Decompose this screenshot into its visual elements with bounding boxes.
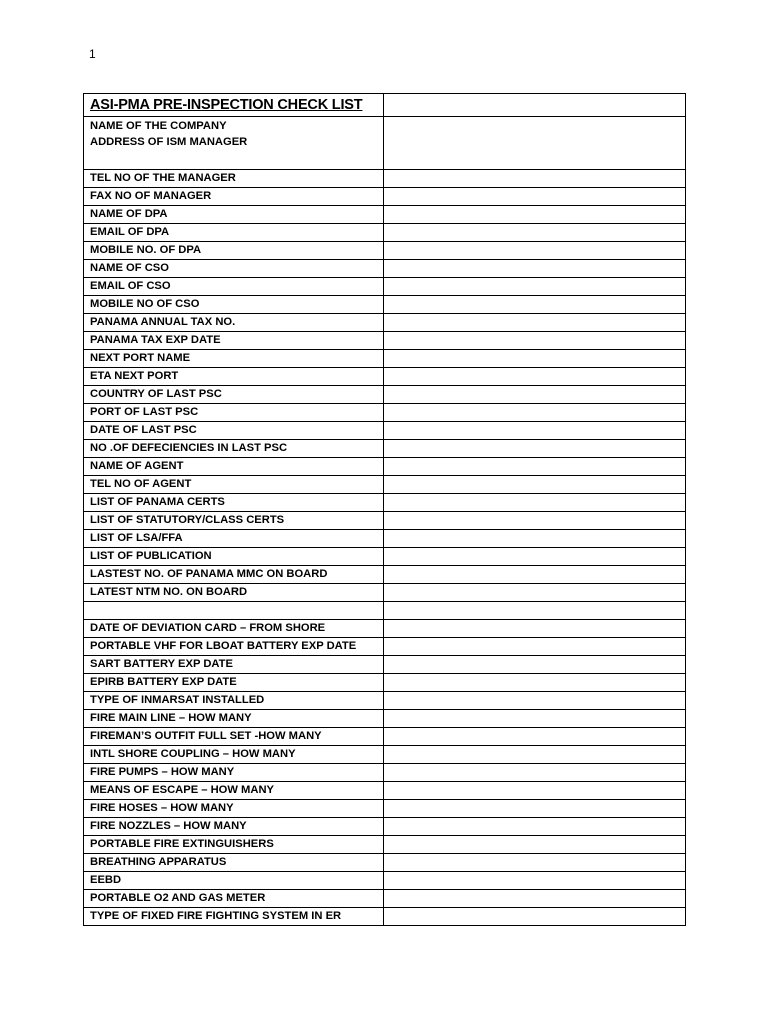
checklist-row [84, 170, 686, 188]
checklist-row [84, 674, 686, 692]
checklist-item-value-cell[interactable] [384, 530, 686, 548]
checklist-row [84, 242, 686, 260]
checklist-header-label-cell [84, 117, 384, 170]
checklist-item-value-cell[interactable] [384, 692, 686, 710]
checklist-item-label: FIRE HOSES – HOW MANY [84, 800, 384, 818]
checklist-row [84, 872, 686, 890]
checklist-item-value-cell[interactable] [384, 566, 686, 584]
checklist-item-value-cell[interactable] [384, 584, 686, 602]
checklist-title-row [84, 94, 686, 117]
checklist-item-value-cell[interactable] [384, 746, 686, 764]
checklist-item-value-cell[interactable] [384, 602, 686, 620]
checklist-title: ASI-PMA PRE-INSPECTION CHECK LIST [84, 94, 384, 117]
checklist-item-label: LASTEST NO. OF PANAMA MMC ON BOARD [84, 566, 384, 584]
checklist-item-label: FAX NO OF MANAGER [84, 188, 384, 206]
checklist-item-label: FIRE PUMPS – HOW MANY [84, 764, 384, 782]
checklist-item-value-cell[interactable] [384, 908, 686, 926]
checklist-item-value-cell[interactable] [384, 512, 686, 530]
checklist-table [83, 93, 686, 926]
checklist-item-value-cell[interactable] [384, 224, 686, 242]
checklist-row [84, 332, 686, 350]
checklist-row [84, 548, 686, 566]
checklist-item-value-cell[interactable] [384, 296, 686, 314]
checklist-row [84, 782, 686, 800]
checklist-item-label: PORT OF LAST PSC [84, 404, 384, 422]
checklist-item-value-cell[interactable] [384, 620, 686, 638]
checklist-item-label: FIREMAN’S OUTFIT FULL SET -HOW MANY [84, 728, 384, 746]
checklist-item-label: LATEST NTM NO. ON BOARD [84, 584, 384, 602]
checklist-row [84, 512, 686, 530]
checklist-item-value-cell[interactable] [384, 278, 686, 296]
checklist-item-label: ETA NEXT PORT [84, 368, 384, 386]
checklist-item-value-cell[interactable] [384, 872, 686, 890]
checklist-item-label: LIST OF PUBLICATION [84, 548, 384, 566]
checklist-row [84, 404, 686, 422]
checklist-item-value-cell[interactable] [384, 836, 686, 854]
checklist-item-label: LIST OF STATUTORY/CLASS CERTS [84, 512, 384, 530]
checklist-item-label: TEL NO OF THE MANAGER [84, 170, 384, 188]
checklist-row [84, 224, 686, 242]
checklist-item-label: FIRE MAIN LINE – HOW MANY [84, 710, 384, 728]
checklist-row [84, 728, 686, 746]
checklist-item-label: LIST OF LSA/FFA [84, 530, 384, 548]
checklist-row [84, 800, 686, 818]
checklist-row [84, 476, 686, 494]
checklist-item-label: DATE OF DEVIATION CARD – FROM SHORE [84, 620, 384, 638]
checklist-item-label: EPIRB BATTERY EXP DATE [84, 674, 384, 692]
checklist-item-label: NAME OF DPA [84, 206, 384, 224]
checklist-item-label: NO .OF DEFECIENCIES IN LAST PSC [84, 440, 384, 458]
checklist-item-label: DATE OF LAST PSC [84, 422, 384, 440]
checklist-item-value-cell[interactable] [384, 350, 686, 368]
checklist-row [84, 620, 686, 638]
checklist-row [84, 836, 686, 854]
checklist-row [84, 260, 686, 278]
checklist-row [84, 206, 686, 224]
checklist-row [84, 530, 686, 548]
checklist-item-value-cell[interactable] [384, 206, 686, 224]
checklist-item-label: NAME OF AGENT [84, 458, 384, 476]
checklist-item-value-cell[interactable] [384, 368, 686, 386]
checklist-row [84, 584, 686, 602]
checklist-item-value-cell[interactable] [384, 170, 686, 188]
checklist-item-value-cell[interactable] [384, 386, 686, 404]
checklist-item-value-cell[interactable] [384, 476, 686, 494]
checklist-item-label: LIST OF PANAMA CERTS [84, 494, 384, 512]
company-name-label: NAME OF THE COMPANY [90, 120, 227, 132]
checklist-row [84, 602, 686, 620]
checklist-item-value-cell[interactable] [384, 422, 686, 440]
checklist-title-value-cell[interactable] [384, 94, 686, 117]
ism-manager-address-label: ADDRESS OF ISM MANAGER [90, 136, 248, 148]
checklist-item-label: EMAIL OF CSO [84, 278, 384, 296]
checklist-row [84, 278, 686, 296]
checklist-item-label: BREATHING APPARATUS [84, 854, 384, 872]
checklist-item-label: FIRE NOZZLES – HOW MANY [84, 818, 384, 836]
checklist-item-label: PORTABLE VHF FOR LBOAT BATTERY EXP DATE [84, 638, 384, 656]
checklist-item-value-cell[interactable] [384, 242, 686, 260]
checklist-row [84, 188, 686, 206]
checklist-item-label: EMAIL OF DPA [84, 224, 384, 242]
checklist-item-label: TYPE OF FIXED FIRE FIGHTING SYSTEM IN ER [84, 908, 384, 926]
checklist-row [84, 638, 686, 656]
checklist-item-value-cell[interactable] [384, 638, 686, 656]
checklist-row [84, 368, 686, 386]
checklist-item-value-cell[interactable] [384, 314, 686, 332]
checklist-item-label: PANAMA TAX EXP DATE [84, 332, 384, 350]
checklist-item-value-cell[interactable] [384, 332, 686, 350]
checklist-item-value-cell[interactable] [384, 674, 686, 692]
checklist-row [84, 494, 686, 512]
checklist-item-label: EEBD [84, 872, 384, 890]
page-number: 1 [89, 47, 96, 61]
checklist-item-label [84, 602, 384, 620]
checklist-item-label: MEANS OF ESCAPE – HOW MANY [84, 782, 384, 800]
checklist-item-value-cell[interactable] [384, 548, 686, 566]
checklist-item-value-cell[interactable] [384, 260, 686, 278]
checklist-item-label: TEL NO OF AGENT [84, 476, 384, 494]
checklist-row [84, 296, 686, 314]
checklist-header-row [84, 117, 686, 170]
checklist-row [84, 458, 686, 476]
checklist-row [84, 566, 686, 584]
checklist-item-value-cell[interactable] [384, 782, 686, 800]
checklist-item-value-cell[interactable] [384, 458, 686, 476]
checklist-item-label: MOBILE NO. OF DPA [84, 242, 384, 260]
checklist-row [84, 656, 686, 674]
checklist-item-label: TYPE OF INMARSAT INSTALLED [84, 692, 384, 710]
checklist-row [84, 692, 686, 710]
checklist-item-value-cell[interactable] [384, 440, 686, 458]
checklist-item-label: PANAMA ANNUAL TAX NO. [84, 314, 384, 332]
checklist-row [84, 890, 686, 908]
checklist-item-value-cell[interactable] [384, 764, 686, 782]
checklist-item-label: NEXT PORT NAME [84, 350, 384, 368]
checklist-item-value-cell[interactable] [384, 728, 686, 746]
checklist-item-label: SART BATTERY EXP DATE [84, 656, 384, 674]
checklist-row [84, 908, 686, 926]
checklist-item-value-cell[interactable] [384, 404, 686, 422]
checklist-item-value-cell[interactable] [384, 854, 686, 872]
checklist-item-label: MOBILE NO OF CSO [84, 296, 384, 314]
checklist-item-value-cell[interactable] [384, 800, 686, 818]
checklist-item-value-cell[interactable] [384, 494, 686, 512]
checklist-row [84, 764, 686, 782]
checklist-item-value-cell[interactable] [384, 188, 686, 206]
checklist-item-label: INTL SHORE COUPLING – HOW MANY [84, 746, 384, 764]
checklist-row [84, 386, 686, 404]
checklist-row [84, 350, 686, 368]
checklist-row [84, 746, 686, 764]
checklist-item-label: PORTABLE O2 AND GAS METER [84, 890, 384, 908]
checklist-row [84, 314, 686, 332]
checklist-item-label: NAME OF CSO [84, 260, 384, 278]
checklist-item-value-cell[interactable] [384, 890, 686, 908]
checklist-row [84, 854, 686, 872]
checklist-item-label: PORTABLE FIRE EXTINGUISHERS [84, 836, 384, 854]
checklist-row [84, 710, 686, 728]
checklist-item-value-cell[interactable] [384, 656, 686, 674]
checklist-item-value-cell[interactable] [384, 818, 686, 836]
checklist-row [84, 422, 686, 440]
checklist-row [84, 440, 686, 458]
checklist-header-value-cell[interactable] [384, 117, 686, 170]
checklist-item-label: COUNTRY OF LAST PSC [84, 386, 384, 404]
checklist-item-value-cell[interactable] [384, 710, 686, 728]
checklist-row [84, 818, 686, 836]
